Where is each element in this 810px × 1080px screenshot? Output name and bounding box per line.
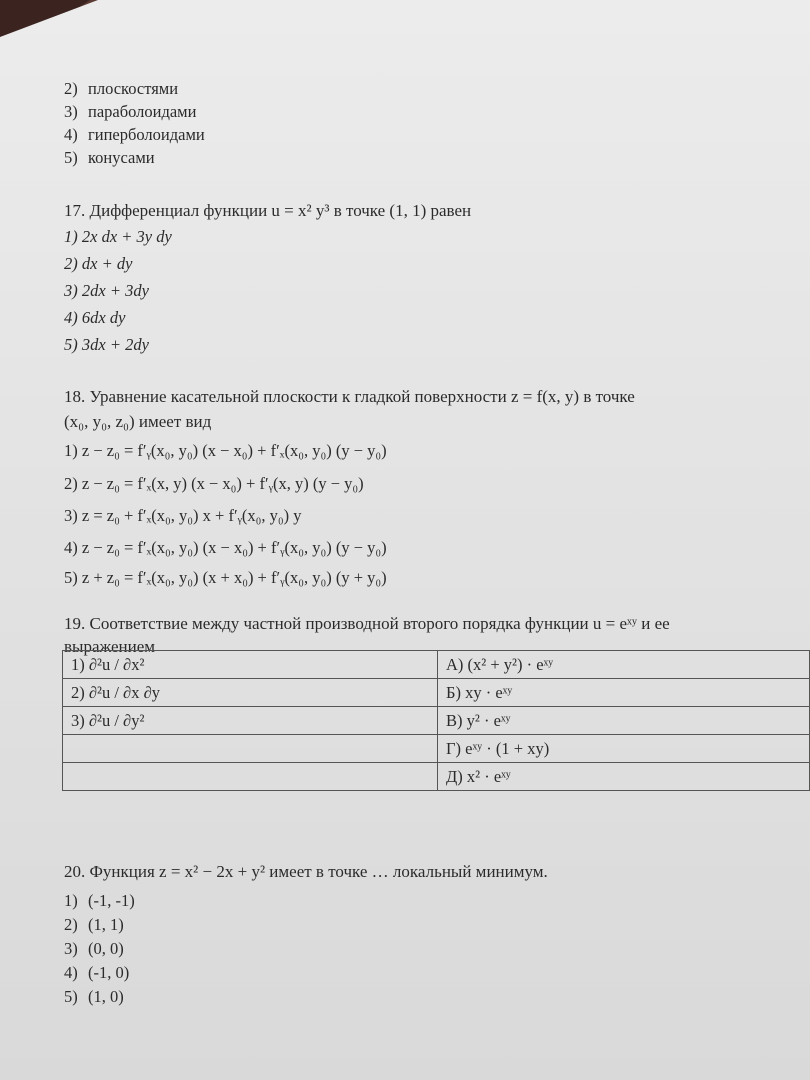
- table-cell: В) y² · eˣʸ: [438, 707, 810, 735]
- q17-option: 4) 6dx dy: [64, 308, 126, 327]
- matching-table: [62, 650, 810, 791]
- q17-option: 3) 2dx + 3dy: [64, 281, 149, 300]
- table-row: [63, 707, 810, 735]
- question-18-title: 18. Уравнение касательной плоскости к гладкой поверхности z = f(x, y) в точке: [64, 387, 635, 406]
- q20-option: 1) (-1, -1): [64, 891, 135, 910]
- table-row: [63, 651, 810, 679]
- q17-option: 5) 3dx + 2dy: [64, 335, 149, 354]
- list-item: 2) плоскостями: [64, 79, 179, 98]
- q18-option: 4) z − z₀ = f′ₓ(x₀, y₀) (x − x₀) + f′ᵧ(x₀, y₀) (y − y₀): [64, 538, 387, 557]
- q17-option: 1) 2x dx + 3y dy: [64, 227, 172, 246]
- table-cell: [63, 735, 438, 763]
- table-row: [63, 763, 810, 791]
- list-item: 3) параболоидами: [64, 102, 197, 121]
- q18-option: 1) z − z₀ = f′ᵧ(x₀, y₀) (x − x₀) + f′ₓ(x₀, y₀) (y − y₀): [64, 441, 387, 460]
- q20-option: 4) (-1, 0): [64, 963, 130, 982]
- table-cell: Б) xy · eˣʸ: [438, 679, 810, 707]
- q18-option: 2) z − z₀ = f′ₓ(x, y) (x − x₀) + f′ᵧ(x, y) (y − y₀): [64, 474, 364, 493]
- table-cell: 1) ∂²u / ∂x²: [63, 651, 438, 679]
- q17-option: 2) dx + dy: [64, 254, 133, 273]
- table-cell: 2) ∂²u / ∂x ∂y: [63, 679, 438, 707]
- q20-option: 3) (0, 0): [64, 939, 124, 958]
- question-18-title-cont: (x₀, y₀, z₀) имеет вид: [64, 412, 212, 431]
- table-cell: 3) ∂²u / ∂y²: [63, 707, 438, 735]
- table-cell: [63, 763, 438, 791]
- table-row: [63, 735, 810, 763]
- q18-option: 3) z = z₀ + f′ₓ(x₀, y₀) x + f′ᵧ(x₀, y₀) y: [64, 506, 302, 525]
- q20-option: 5) (1, 0): [64, 987, 124, 1006]
- table-cell: А) (x² + y²) · eˣʸ: [438, 651, 810, 679]
- q20-option: 2) (1, 1): [64, 915, 124, 934]
- question-19-title: 19. Соответствие между частной производной второго порядка функции u = eˣʸ и ее: [64, 614, 670, 633]
- table-cell: Г) eˣʸ · (1 + xy): [438, 735, 810, 763]
- list-item: 4) гиперболоидами: [64, 125, 205, 144]
- table-row: [63, 679, 810, 707]
- question-20-title: 20. Функция z = x² − 2x + y² имеет в точке … локальный минимум.: [64, 862, 548, 881]
- q18-option: 5) z + z₀ = f′ₓ(x₀, y₀) (x + x₀) + f′ᵧ(x₀, y₀) (y + y₀): [64, 568, 387, 587]
- question-19-title-cont: выражением: [64, 637, 156, 656]
- question-17-title: 17. Дифференциал функции u = x² y³ в точке (1, 1) равен: [64, 201, 472, 220]
- list-item: 5) конусами: [64, 148, 155, 167]
- table-cell: Д) x² · eˣʸ: [438, 763, 810, 791]
